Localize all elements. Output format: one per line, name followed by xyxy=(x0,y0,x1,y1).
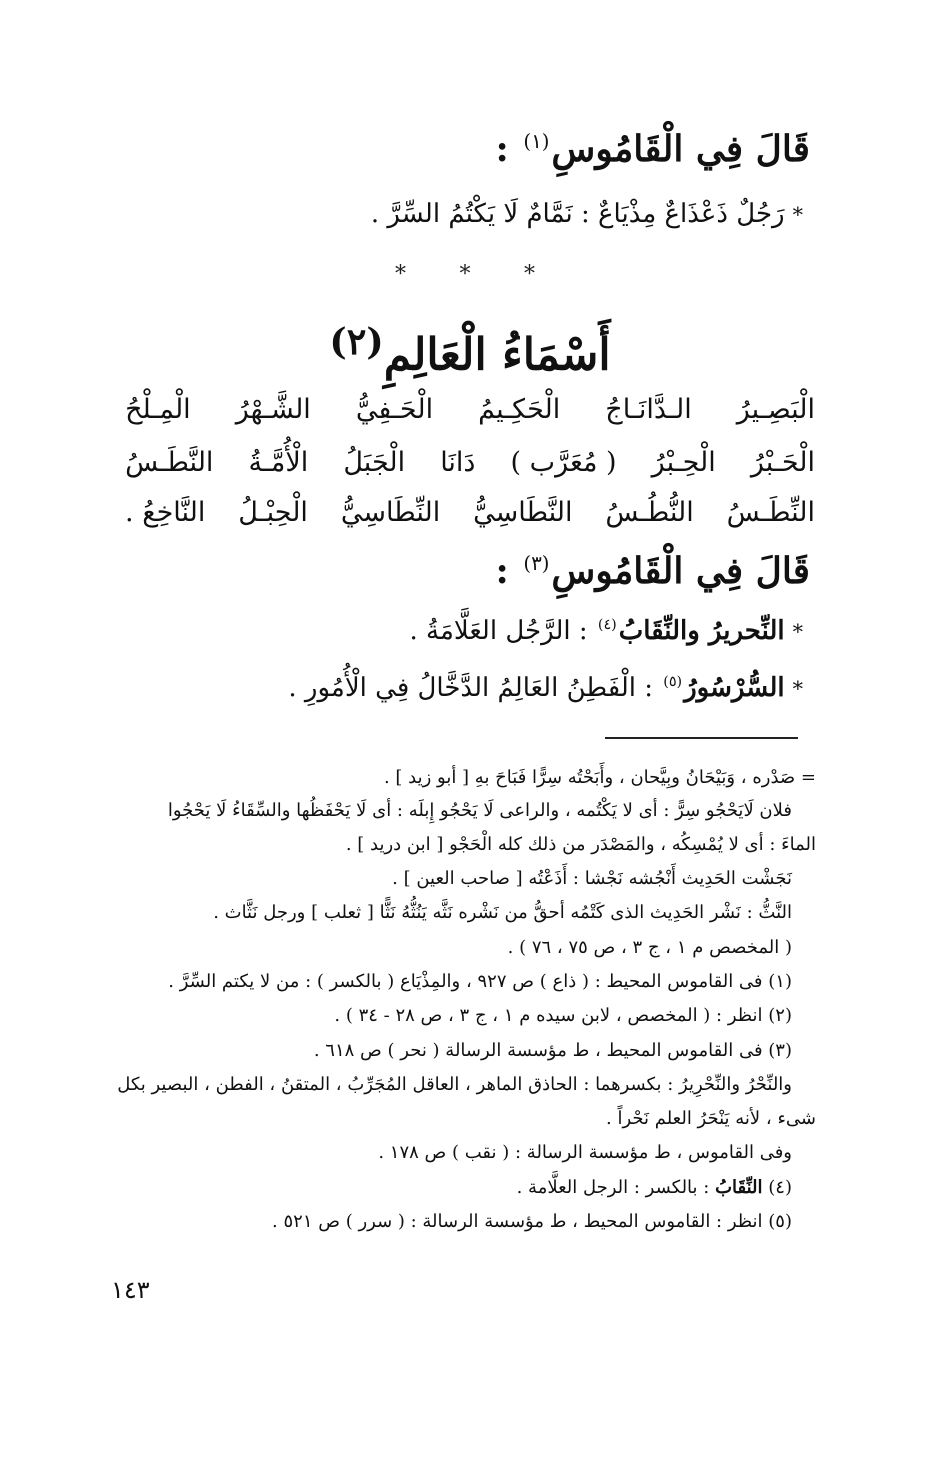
name-word: النَّطَاسِيُّ xyxy=(473,497,573,528)
entry-sursur xyxy=(288,672,803,706)
name-word: الْمِـلْحُ xyxy=(125,394,191,425)
footnote-line: ( المخصص م ١ ، ج ٣ ، ص ٧٥ ، ٧٦ ) . xyxy=(507,937,792,958)
footnote-4-number: (٤) xyxy=(768,1177,792,1198)
heading-qamus-1-text: قَالَ فِي الْقَامُوسِ xyxy=(551,128,810,170)
name-word: النِّطَاسِيُّ xyxy=(340,497,441,528)
footnote-divider xyxy=(605,737,798,739)
heading-qamus-2-ref: (٣) xyxy=(523,552,550,575)
section-title-text: أَسْمَاءُ الْعَالِمِ xyxy=(383,329,611,381)
footnote-4-lemma: النِّقَابُ xyxy=(715,1177,763,1198)
section-title-ref: (٢) xyxy=(329,320,384,363)
entry-nihrir-ref: (٤) xyxy=(597,617,617,634)
separator-star: * xyxy=(524,262,535,287)
entry-sursur-bullet: * xyxy=(792,677,803,701)
footnote-line: شىء ، لأنه يَنْحَرُ العلم نَحْراً . xyxy=(606,1108,816,1129)
name-word: النَّاخِعُ . xyxy=(125,497,206,528)
heading-qamus-1-colon: : xyxy=(495,128,509,170)
separator-star: * xyxy=(395,262,406,287)
entry-dhadhaa-text: رَجُلٌ ذَعْذَاعٌ مِذْيَاعٌ : نَمَّامٌ لَا يَكْتُمُ السِّرَّ . xyxy=(370,199,785,229)
entry-sursur-definition: : الْفَطِنُ العَالِمُ الدَّخَّالُ فِي الْأُمُورِ . xyxy=(288,673,654,703)
entry-nihrir-definition: : الرَّجُل العَلَّامَةُ . xyxy=(409,616,588,646)
footnote-line: فلان لَايَحْجُو سِرًّ : أى لا يَكْتُمه ، والراعى لَا يَحْجُو إِبلَه : أى لَا يَحْفَظُها والسِّقَاءُ لَا يَحْجُوا xyxy=(167,800,792,821)
name-word: الْجَبَلُ xyxy=(343,447,406,478)
footnote-4-text: : بالكسر : الرجل العلَّامة . xyxy=(516,1177,710,1198)
entry-dhadhaa xyxy=(371,198,803,232)
footnote-1: (١) فى القاموس المحيط : ( ذاع ) ص ٩٢٧ ، والمِذْيَاع ( بالكسر ) : من لا يكتم السِّرَّ . xyxy=(168,971,792,992)
name-word: النُّطُـسُ xyxy=(605,497,694,528)
name-word: الْحَـفِيُّ xyxy=(355,394,434,425)
footnote-4 xyxy=(517,1176,792,1199)
footnote-line: والنِّحْرُ والنِّحْرِيرُ : بكسرهما : الحاذق الماهر ، العاقل المُجَرِّبُ ، المتقنُ ، الفطن ، البصير بكل xyxy=(117,1074,792,1095)
names-row-1 xyxy=(125,392,815,427)
name-word: الشَّـهْرُ xyxy=(235,394,311,425)
name-word: الْحِبْـلُ xyxy=(238,497,308,528)
name-word: الْأُمَّـةُ xyxy=(248,447,309,478)
footnote-2: (٢) انظر : ( المخصص ، لابن سيده م ١ ، ج ٣ ، ص ٢٨ - ٣٤ ) . xyxy=(334,1005,792,1026)
heading-qamus-1 xyxy=(496,128,811,171)
entry-dhadhaa-bullet: * xyxy=(792,203,803,227)
names-row-3 xyxy=(125,495,815,530)
name-word: الْحِـبْرُ xyxy=(651,447,716,478)
heading-qamus-2 xyxy=(496,550,811,593)
names-row-2 xyxy=(125,445,815,480)
separator-star: * xyxy=(459,262,471,287)
footnote-3: (٣) فى القاموس المحيط ، ط مؤسسة الرسالة ( نحر ) ص ٦١٨ . xyxy=(313,1040,792,1061)
name-word: الـدَّانَـاجُ xyxy=(605,394,692,425)
heading-qamus-1-ref: (١) xyxy=(523,130,550,153)
entry-sursur-lemma: السُّرْسُورُ xyxy=(684,673,785,703)
entry-nihrir xyxy=(409,615,803,649)
entry-nihrir-bullet: * xyxy=(792,620,803,644)
name-word: الْحَكِـيمُ xyxy=(478,394,561,425)
footnote-line: وفى القاموس ، ط مؤسسة الرسالة : ( نقب ) ص ١٧٨ . xyxy=(378,1142,792,1163)
name-word: النِّطَـسُ xyxy=(726,497,815,528)
separator-stars xyxy=(395,262,535,287)
name-word: الْحَـبْرُ xyxy=(750,447,815,478)
name-word: ( مُعَرَّب ) xyxy=(510,447,617,478)
entry-nihrir-lemma: النِّحريرُ والنِّقَابُ xyxy=(618,616,785,646)
name-word: الْبَصِـيرُ xyxy=(736,394,815,425)
name-word: النَّطَـسُ xyxy=(125,447,214,478)
heading-qamus-2-colon: : xyxy=(495,550,509,592)
footnote-line: = صَدْره ، وَبَيْحَانُ وبِيَّحان ، وأَبَحْتُه سِرًّا فَبَاحَ بهِ [ أبو زيد ] . xyxy=(383,767,816,788)
footnote-line: النَّثُّ : نَشْر الحَدِيث الذى كَتْمُه أحقُّ من نَشْره نَثَّه يَنُثُّهُ نَثًّا [ ثعلب ] ورجل نَثَّاث . xyxy=(213,902,792,923)
footnote-line: الماءَ : أى لا يُمْسِكُه ، والمَصْدَر من ذلك كله الْحَجْو [ ابن دريد ] . xyxy=(345,834,816,855)
page-number: ١٤٣ xyxy=(111,1276,150,1304)
heading-qamus-2-text: قَالَ فِي الْقَامُوسِ xyxy=(551,550,810,592)
section-title-scholar-names xyxy=(310,320,630,382)
entry-sursur-ref: (٥) xyxy=(663,674,683,691)
footnote-line: نَجَشْت الحَدِيث أَنْجُشه نَجْشا : أَذَعْتُه [ صاحب العين ] . xyxy=(392,868,792,889)
footnote-5: (٥) انظر : القاموس المحيط ، ط مؤسسة الرسالة : ( سرر ) ص ٥٢١ . xyxy=(272,1211,792,1232)
name-word: دَانَا xyxy=(440,447,476,478)
